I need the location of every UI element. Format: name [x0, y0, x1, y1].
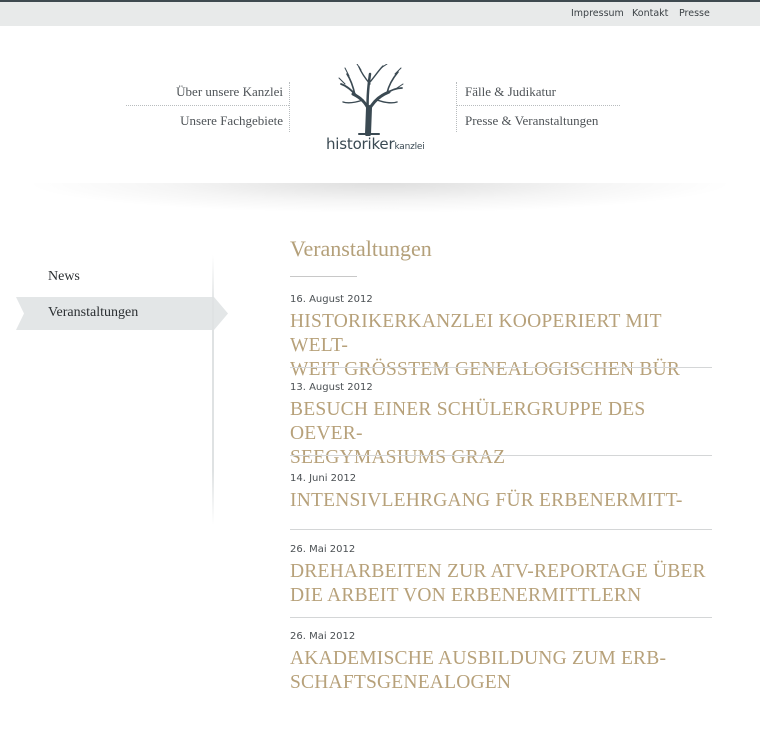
sidebar-item-news[interactable]: News — [48, 269, 80, 284]
nav-ueber-unsere-kanzlei[interactable]: Über unsere Kanzlei — [176, 84, 283, 99]
logo-wordmark — [326, 135, 425, 153]
entry-separator — [290, 367, 712, 368]
event-title-line: WEIT GRÖSSTEM GENEALOGISCHEN BÜR — [290, 359, 681, 380]
nav-divider — [456, 105, 620, 106]
event-title-line: BESUCH EINER SCHÜLERGRUPPE DES OEVER- — [290, 399, 646, 444]
event-title-line: INTENSIVLEHRGANG FÜR ERBENERMITT- — [290, 490, 683, 511]
logo-main-text: historiker — [326, 135, 395, 153]
event-title-link[interactable] — [290, 398, 720, 470]
logo-suffix-text: kanzlei — [394, 142, 425, 152]
title-underline — [290, 276, 357, 277]
entry-separator — [290, 455, 712, 456]
entry-separator — [290, 617, 712, 618]
event-date: 13. August 2012 — [290, 382, 373, 393]
impressum-link[interactable]: Impressum — [571, 8, 624, 19]
nav-faelle-judikatur[interactable]: Fälle & Judikatur — [465, 84, 556, 99]
presse-link[interactable]: Presse — [679, 8, 710, 19]
event-title-line: SCHAFTSGENEALOGEN — [290, 672, 512, 693]
page-title: Veranstaltungen — [290, 236, 432, 261]
nav-presse-veranstaltungen[interactable]: Presse & Veranstaltungen — [465, 113, 599, 128]
event-title-line: DREHARBEITEN ZUR ATV-REPORTAGE ÜBER — [290, 561, 706, 582]
event-title-link[interactable] — [290, 560, 720, 608]
sidebar-divider — [212, 255, 214, 525]
sidebar-item-veranstaltungen[interactable]: Veranstaltungen — [48, 305, 139, 320]
event-date: 16. August 2012 — [290, 294, 373, 305]
event-title-line: AKADEMISCHE AUSBILDUNG ZUM ERB- — [290, 648, 667, 669]
event-title-line: DIE ARBEIT VON ERBENERMITTLERN — [290, 585, 642, 606]
event-title-link[interactable] — [290, 647, 720, 695]
top-utility-bar — [0, 0, 760, 26]
kontakt-link[interactable]: Kontakt — [632, 8, 669, 19]
event-title-line: SEEGYMASIUMS GRAZ — [290, 447, 506, 468]
nav-divider — [126, 105, 289, 106]
event-title-line: HISTORIKERKANZLEI KOOPERIERT MIT WELT- — [290, 311, 662, 356]
event-title-link[interactable] — [290, 310, 720, 382]
nav-unsere-fachgebiete[interactable]: Unsere Fachgebiete — [180, 113, 283, 128]
nav-vertical-divider — [289, 82, 290, 132]
event-date: 26. Mai 2012 — [290, 631, 356, 642]
header-shadow — [0, 183, 760, 223]
event-date: 26. Mai 2012 — [290, 544, 356, 555]
event-date: 14. Juni 2012 — [290, 473, 357, 484]
entry-separator — [290, 529, 712, 530]
tree-logo-icon — [335, 64, 405, 136]
nav-vertical-divider — [456, 82, 457, 132]
event-title-link[interactable] — [290, 489, 720, 513]
